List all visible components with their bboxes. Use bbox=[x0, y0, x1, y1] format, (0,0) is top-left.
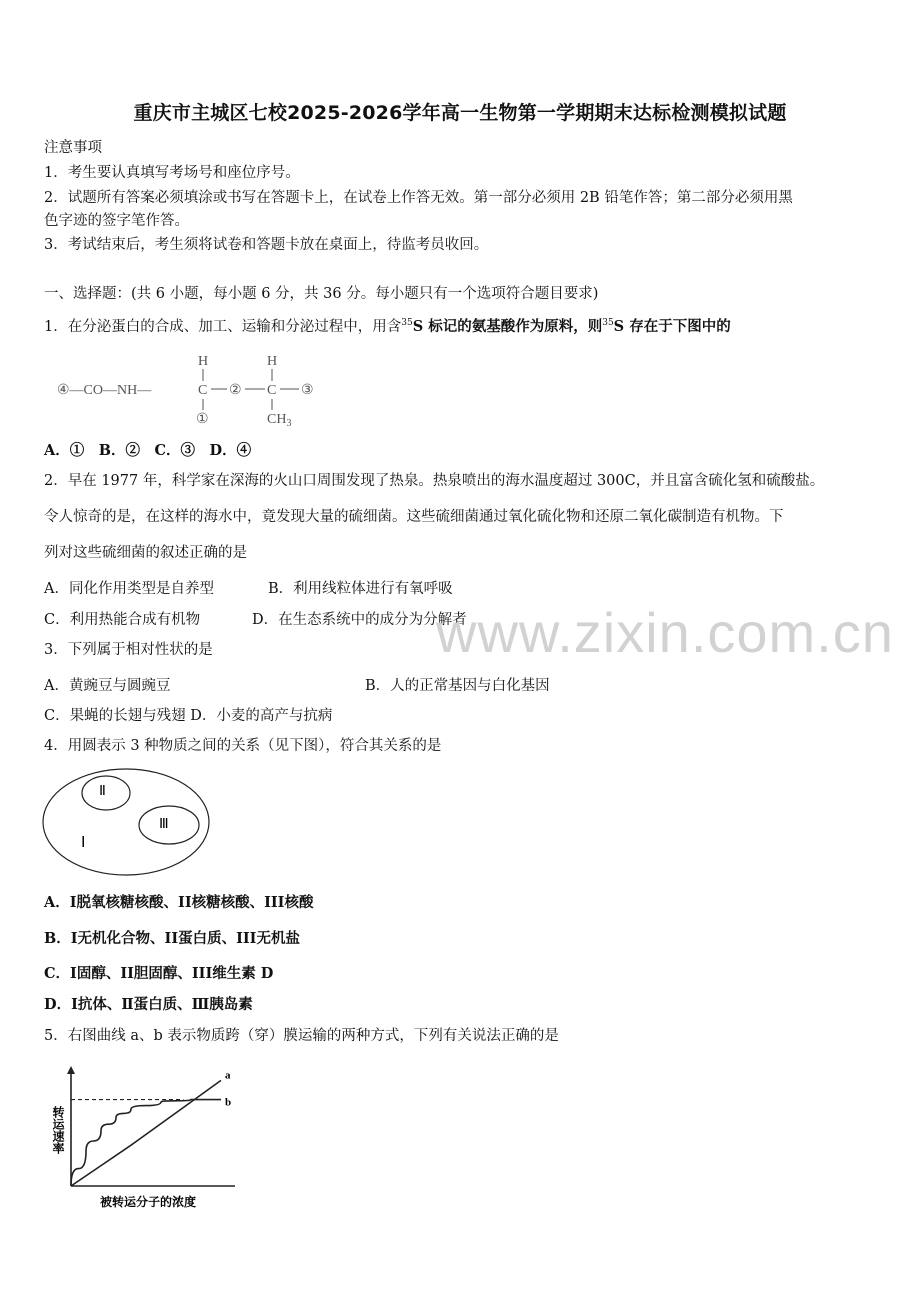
q2-stem-line: 列对这些硫细菌的叙述正确的是 bbox=[44, 545, 247, 561]
series-a-label: a bbox=[225, 1069, 231, 1082]
venn-diagram bbox=[40, 765, 215, 880]
watermark: www.zixin.com.cn bbox=[436, 601, 894, 664]
q2-option-a: A．同化作用类型是自养型 bbox=[44, 581, 214, 597]
peptide-formula bbox=[55, 348, 345, 430]
q2-option-d: D．在生态系统中的成分为分解者 bbox=[252, 612, 467, 628]
notice-heading: 注意事项 bbox=[44, 140, 102, 156]
notice-item: 2．试题所有答案必须填涂或书写在答题卡上，在试卷上作答无效。第一部分必须用 2B 铅笔作答；第二部分必须用黑 bbox=[44, 190, 793, 206]
q1-superscript: 35 bbox=[401, 318, 413, 328]
q1-superscript: 35 bbox=[602, 318, 614, 328]
venn-label-II: Ⅱ bbox=[99, 784, 106, 799]
y-axis-arrow bbox=[67, 1066, 75, 1074]
q2-option-c: C．利用热能合成有机物 bbox=[44, 612, 201, 628]
series-a-line bbox=[71, 1080, 221, 1186]
q2-stem-line: 2．早在 1977 年，科学家在深海的火山口周围发现了热泉。热泉喷出的海水温度超过 300C，并且富含硫化氢和硫酸盐。 bbox=[44, 473, 825, 489]
circle-II bbox=[82, 776, 130, 810]
q5-stem: 5．右图曲线 a、b 表示物质跨（穿）膜运输的两种方式，下列有关说法正确的是 bbox=[44, 1028, 559, 1044]
q4-option-b: B．I无机化合物、II蛋白质、III无机盐 bbox=[44, 930, 300, 947]
q2-stem-line: 令人惊奇的是，在这样的海水中，竟发现大量的硫细菌。这些硫细菌通过氧化硫化物和还原二氧化碳制造有机物。下 bbox=[44, 509, 784, 525]
formula-label-3: ③ bbox=[301, 383, 314, 398]
q1-stem-part: 1．在分泌蛋白的合成、加工、运输和分泌过程中，用含 bbox=[44, 318, 402, 335]
formula-left-chain: ④—CO—NH— bbox=[57, 383, 152, 398]
notice-item: 3．考试结束后，考生须将试卷和答题卡放在桌面上，待监考员收回。 bbox=[44, 237, 489, 253]
transport-chart bbox=[40, 1060, 250, 1220]
q3-stem: 3．下列属于相对性状的是 bbox=[44, 642, 213, 658]
page-title: 重庆市主城区七校2025-2026学年高一生物第一学期期末达标检测模拟试题 bbox=[133, 102, 787, 124]
venn-label-III: Ⅲ bbox=[159, 817, 169, 832]
formula-carbon-1: C bbox=[198, 383, 208, 398]
q4-option-d: D．Ⅰ抗体、Ⅱ蛋白质、Ⅲ胰岛素 bbox=[44, 996, 253, 1013]
series-b-curve bbox=[71, 1100, 221, 1186]
formula-label-1: ① bbox=[196, 412, 209, 427]
series-b-label: b bbox=[225, 1096, 232, 1109]
circle-III bbox=[139, 806, 199, 844]
q1-stem-part: S 存在于下图中的 bbox=[613, 317, 731, 335]
q3-option-b: B．人的正常基因与白化基因 bbox=[365, 678, 550, 694]
q4-option-a: A．I脱氧核糖核酸、II核糖核酸、III核酸 bbox=[44, 894, 314, 911]
y-axis-label: 转运速率 bbox=[51, 1106, 65, 1154]
formula-methyl: $CH_3$ bbox=[267, 412, 292, 429]
x-axis-label: 被转运分子的浓度 bbox=[100, 1195, 197, 1209]
q2-option-b: B．利用线粒体进行有氧呼吸 bbox=[268, 581, 453, 597]
notice-item: 色字迹的签字笔作答。 bbox=[44, 213, 189, 229]
q4-stem: 4．用圆表示 3 种物质之间的关系（见下图），符合其关系的是 bbox=[44, 738, 442, 754]
q3-option-cd: C．果蝇的长翅与残翅 D．小麦的高产与抗病 bbox=[44, 708, 333, 724]
formula-carbon-2: C bbox=[267, 383, 277, 398]
notice-item: 1．考生要认真填写考场号和座位序号。 bbox=[44, 165, 300, 181]
venn-label-I: Ⅰ bbox=[81, 835, 86, 851]
q4-option-c: C．I固醇、II胆固醇、III维生素 D bbox=[44, 965, 274, 982]
circle-I bbox=[43, 769, 209, 875]
q3-option-a: A．黄豌豆与圆豌豆 bbox=[44, 678, 171, 694]
section-heading: 一、选择题：(共 6 小题，每小题 6 分，共 36 分。每小题只有一个选项符合题目要求) bbox=[44, 286, 599, 302]
formula-label-2: ② bbox=[229, 383, 242, 398]
formula-h-top-1: H bbox=[198, 354, 209, 369]
q1-stem bbox=[44, 313, 731, 337]
formula-h-top-2: H bbox=[267, 354, 278, 369]
q1-options: A．① B．② C．③ D．④ bbox=[44, 442, 252, 459]
q1-stem-part: S 标记的氨基酸作为原料，则 bbox=[412, 317, 603, 335]
